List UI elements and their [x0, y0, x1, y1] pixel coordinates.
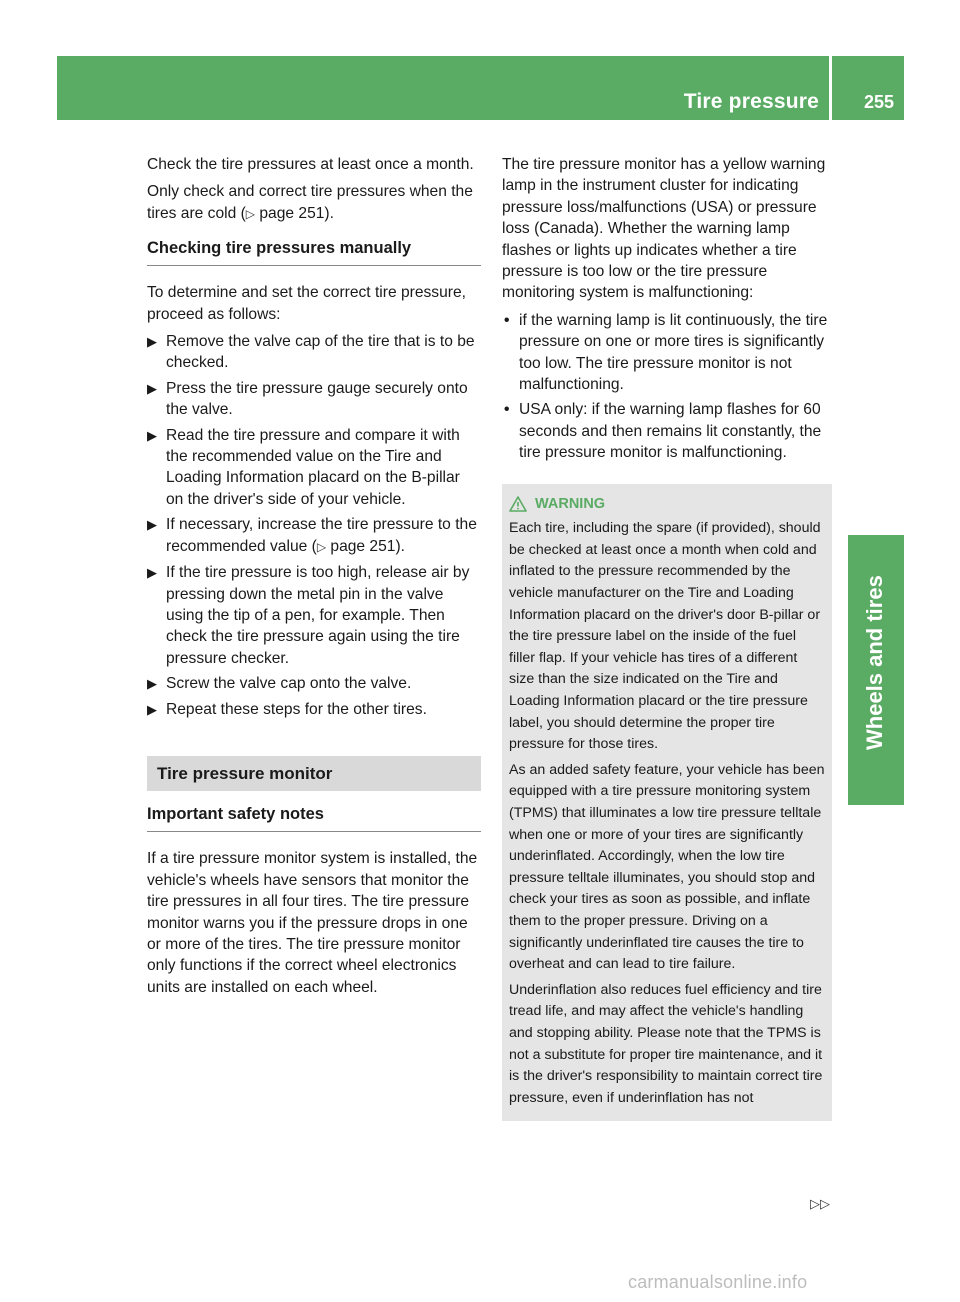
page-reference-link[interactable]: page 251: [259, 204, 325, 222]
warning-triangle-icon: [509, 496, 527, 512]
arrow-right-icon: ▶: [147, 676, 157, 692]
bullet-icon: •: [504, 401, 510, 419]
intro-paragraph-2: Only check and correct tire pressures when the tires are cold (▷ page 251).: [147, 183, 473, 222]
step-item: ▶ Remove the valve cap of the tire that is to be checked.: [147, 333, 475, 372]
checking-intro: To determine and set the correct tire pressure, proceed as follows:: [147, 284, 466, 323]
chapter-marker: [848, 762, 904, 805]
intro-paragraph-1: Check the tire pressures at least once a month.: [147, 156, 474, 173]
arrow-right-icon: ▶: [147, 427, 157, 443]
step-item: ▶ Press the tire pressure gauge securely onto the valve.: [147, 379, 468, 419]
right-column: [502, 154, 832, 1121]
arrow-right-icon: ▶: [147, 517, 157, 533]
page-reference-link[interactable]: page 251: [330, 537, 396, 555]
header-divider: [829, 56, 832, 120]
section-banner-tpms: Tire pressure monitor: [147, 756, 481, 791]
bullet-icon: •: [504, 311, 510, 329]
chapter-tab[interactable]: [848, 535, 904, 765]
continue-icon: ▷▷: [810, 1196, 830, 1211]
watermark: carmanualsonline.info: [628, 1272, 808, 1292]
header-title: Tire pressure: [683, 90, 819, 113]
step-item: ▶ If necessary, increase the tire pressure to the recommended value (▷ page 251).: [147, 516, 477, 555]
step-item: ▶ Read the tire pressure and compare it with the recommended value on the Tire and Loading Information placard on the B-pillar on the driver's side of your vehicle.: [147, 426, 460, 508]
list-item: • USA only: if the warning lamp flashes for 60 seconds and then remains lit constantly, the tire pressure monitor is malfunctioning.: [504, 401, 822, 462]
warning-paragraph: Underinflation also reduces fuel efficiency and tire tread life, and may affect the vehicle's handling and stopping ability. Please note that the TPMS is not a substitute for proper tire maintenance, and it is the driver's responsibility to maintain correct tire pressure, even if underinflation has not: [509, 981, 823, 1106]
step-item: ▶ Repeat these steps for the other tires.: [147, 699, 481, 720]
step-item: ▶ If the tire pressure is too high, release air by pressing down the metal pin in the valve using the tip of a pen, for example. Then check the tire pressure again using the tire pressure checker.: [147, 564, 470, 667]
safety-paragraph: If a tire pressure monitor system is installed, the vehicle's wheels have sensors that monitor the tire pressures in all four tires. The tire pressure monitor warns you if the pressure drops in one or more of the tires. The tire pressure monitor only functions if the correct wheel electronics units are installed on each wheel.: [147, 850, 478, 996]
triangle-right-icon: ▷: [316, 539, 327, 554]
page-header: [57, 56, 904, 120]
warning-box: [502, 484, 832, 1122]
warning-paragraph: As an added safety feature, your vehicle has been equipped with a tire pressure monitoring system (TPMS) that illuminates a low tire pressure telltale when one or more of your tires are significantly underinflated. Accordingly, when the low tire pressure telltale illuminates, you should stop and check your tires as soon as possible, and inflate them to the proper pressure. Driving on a significantly underinflated tire causes the tire to overheat and can lead to tire failure.: [509, 761, 825, 973]
left-column: [147, 154, 481, 1004]
monitor-intro: The tire pressure monitor has a yellow warning lamp in the instrument cluster for indicating pressure loss/malfunctions (USA) or pressure loss (Canada). Whether the warning lamp flashes or lights up indicates whether a tire pressure is too low or the tire pressure monitoring system is malfunctioning:: [502, 156, 826, 302]
heading-checking-manually: Checking tire pressures manually: [147, 237, 481, 266]
heading-safety-notes: Important safety notes: [147, 803, 481, 832]
warning-title: WARNING: [509, 494, 825, 516]
arrow-right-icon: ▶: [147, 701, 157, 717]
arrow-right-icon: ▶: [147, 380, 157, 396]
list-item: • if the warning lamp is lit continuously, the tire pressure on one or more tires is significantly too low. The tire pressure monitor is not malfunctioning.: [504, 311, 828, 394]
step-item: ▶ Screw the valve cap onto the valve.: [147, 673, 481, 694]
page-number: 255: [863, 92, 894, 112]
warning-paragraph: Each tire, including the spare (if provided), should be checked at least once a month when cold and inflated to the pressure recommended by the vehicle manufacturer on the Tire and Loading Information placard on the driver's door B-pillar or the tire pressure label on the inside of the fuel filler flap. If your vehicle has tires of a different size than the size indicated on the Tire and Loading Information placard or the tire pressure label, you should determine the proper tire pressure for those tires.: [509, 520, 821, 753]
arrow-right-icon: ▶: [147, 565, 157, 581]
chapter-tab-label: Wheels and tires: [862, 575, 887, 750]
arrow-right-icon: ▶: [147, 334, 157, 350]
triangle-right-icon: ▷: [245, 206, 256, 221]
